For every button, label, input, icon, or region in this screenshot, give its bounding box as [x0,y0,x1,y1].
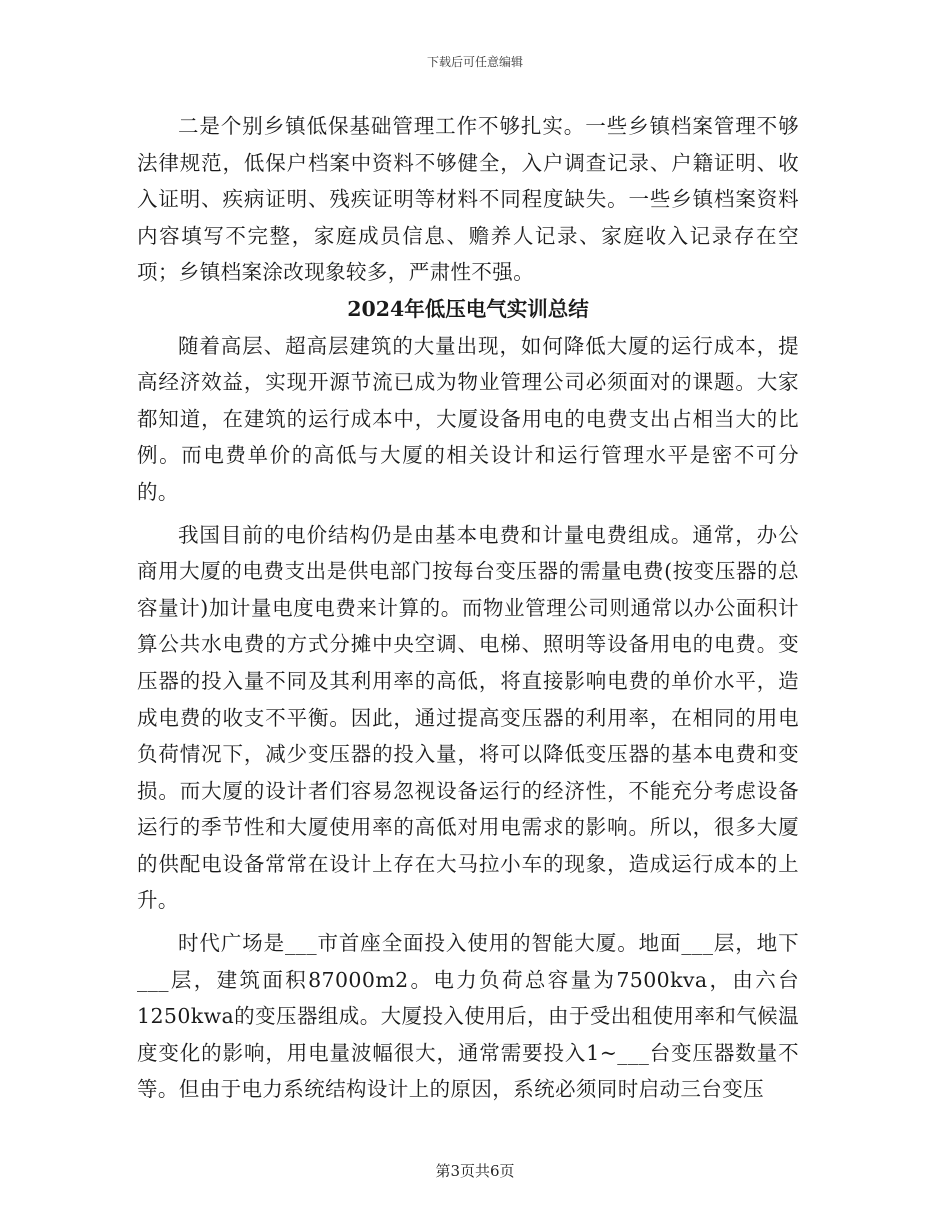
document-body [137,108,799,1108]
body-paragraph-3: 时代广场是___市首座全面投入使用的智能大厦。地面___层，地下___层，建筑面积87000m2。电力负荷总容量为7500kva，由六台1250kwa的变压器组成。大厦投入使用后，由于受出租使用率和气候温度变化的影响，用电量波幅很大，通常需要投入1~___台变压器数量不等。但由于电力系统结构设计上的原因，系统必须同时启动三台变压 [137,931,799,1102]
body-paragraph-2: 我国目前的电价结构仍是由基本电费和计量电费组成。通常，办公商用大厦的电费支出是供电部门按每台变压器的需量电费(按变压器的总容量计)加计量电度电费来计算的。而物业管理公司则通常以办公面积计算公共水电费的方式分摊中央空调、电梯、照明等设备用电的电费。变压器的投入量不同及其利用率的高低，将直接影响电费的单价水平，造成电费的收支不平衡。因此，通过提高变压器的利用率，在相同的用电负荷情况下，减少变压器的投入量，将可以降低变压器的基本电费和变损。而大厦的设计者们容易忽视设备运行的经济性，不能充分考虑设备运行的季节性和大厦使用率的高低对用电需求的影响。所以，很多大厦的供配电设备常常在设计上存在大马拉小车的现象，造成运行成本的上升。 [137,522,799,913]
page-header-note: 下载后可任意编辑 [426,55,523,69]
intro-paragraph: 二是个别乡镇低保基础管理工作不够扎实。一些乡镇档案管理不够法律规范，低保户档案中资料不够健全，入户调查记录、户籍证明、收入证明、疾病证明、残疾证明等材料不同程度缺失。一些乡镇档案资料内容填写不完整，家庭成员信息、赡养人记录、家庭收入记录存在空项；乡镇档案涂改现象较多，严肃性不强。 [137,114,799,285]
section-title: 2024年低压电气实训总结 [347,296,589,321]
body-paragraph-1: 随着高层、超高层建筑的大量出现，如何降低大厦的运行成本，提高经济效益，实现开源节流已成为物业管理公司必须面对的课题。大家都知道，在建筑的运行成本中，大厦设备用电的电费支出占相当大的比例。而电费单价的高低与大厦的相关设计和运行管理水平是密不可分的。 [137,333,799,504]
page-number: 第3页共6页 [435,1162,515,1180]
